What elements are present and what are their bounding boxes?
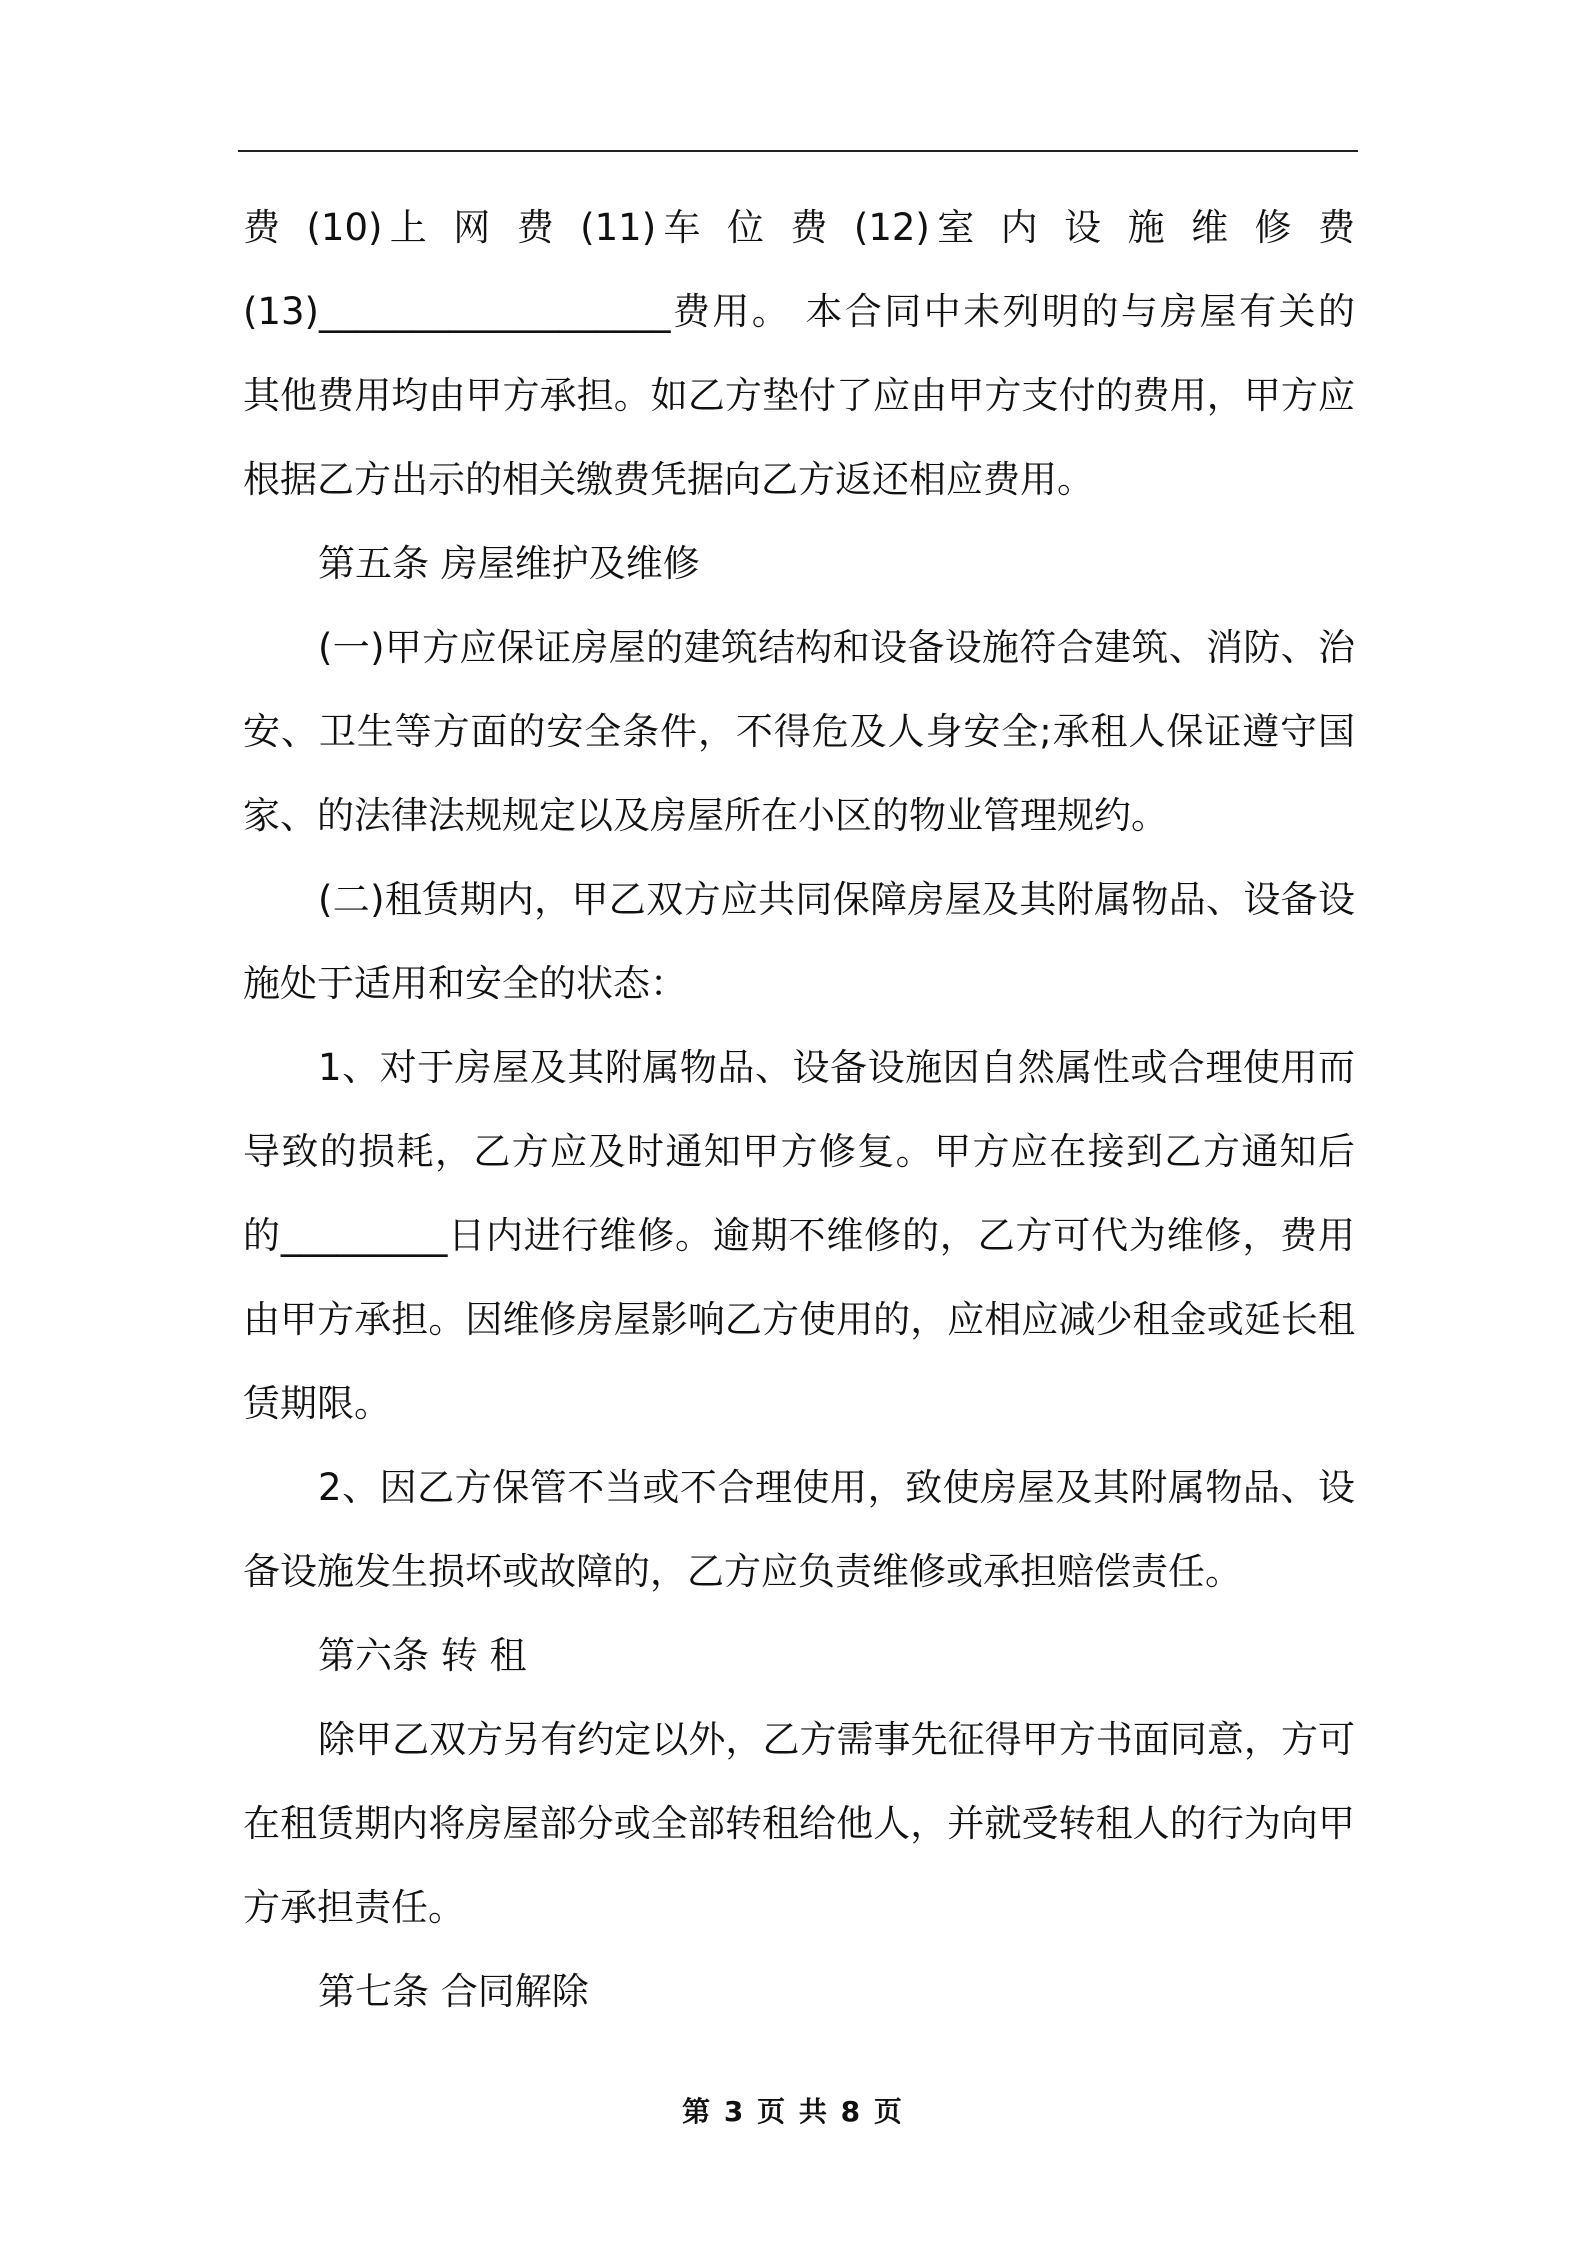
- text-line: 其他费用均由甲方承担。如乙方垫付了应由甲方支付的费用，甲方应: [243, 374, 1355, 417]
- text-line: 费 (10)上 网 费 (11)车 位 费 (12)室 内 设 施 维 修 费: [243, 206, 1355, 249]
- text-line: 根据乙方出示的相关缴费凭据向乙方返还相应费用。: [243, 458, 1094, 501]
- page-number-footer: 第 3 页 共 8 页: [682, 2095, 904, 2128]
- text-line: 2、因乙方保管不当或不合理使用，致使房屋及其附属物品、设: [318, 1466, 1355, 1509]
- section-heading: 第五条 房屋维护及维修: [318, 542, 700, 585]
- text-line: 导致的损耗，乙方应及时通知甲方修复。甲方应在接到乙方通知后: [243, 1130, 1355, 1173]
- text-line: 的_________日内进行维修。逾期不维修的，乙方可代为维修，费用: [243, 1214, 1355, 1257]
- text-line: (一)甲方应保证房屋的建筑结构和设备设施符合建筑、消防、治: [318, 626, 1355, 669]
- text-line: 由甲方承担。因维修房屋影响乙方使用的，应相应减少租金或延长租: [243, 1298, 1355, 1341]
- section-heading: 第七条 合同解除: [318, 1970, 589, 2013]
- text-line: 1、对于房屋及其附属物品、设备设施因自然属性或合理使用而: [318, 1046, 1355, 1089]
- text-line: (二)租赁期内，甲乙双方应共同保障房屋及其附属物品、设备设: [318, 878, 1355, 921]
- header-divider: [238, 150, 1358, 152]
- text-line: 在租赁期内将房屋部分或全部转租给他人，并就受转租人的行为向甲: [243, 1802, 1355, 1845]
- text-line: 赁期限。: [243, 1382, 391, 1425]
- text-line: 除甲乙双方另有约定以外，乙方需事先征得甲方书面同意，方可: [318, 1718, 1355, 1761]
- text-line: (13)___________________费用。 本合同中未列明的与房屋有关的: [243, 290, 1355, 333]
- text-line: 安、卫生等方面的安全条件，不得危及人身安全;承租人保证遵守国: [243, 710, 1355, 753]
- text-line: 家、的法律法规规定以及房屋所在小区的物业管理规约。: [243, 794, 1168, 837]
- text-line: 备设施发生损坏或故障的，乙方应负责维修或承担赔偿责任。: [243, 1550, 1242, 1593]
- text-line: 方承担责任。: [243, 1886, 465, 1929]
- text-line: 施处于适用和安全的状态：: [243, 962, 687, 1005]
- section-heading: 第六条 转 租: [318, 1634, 527, 1677]
